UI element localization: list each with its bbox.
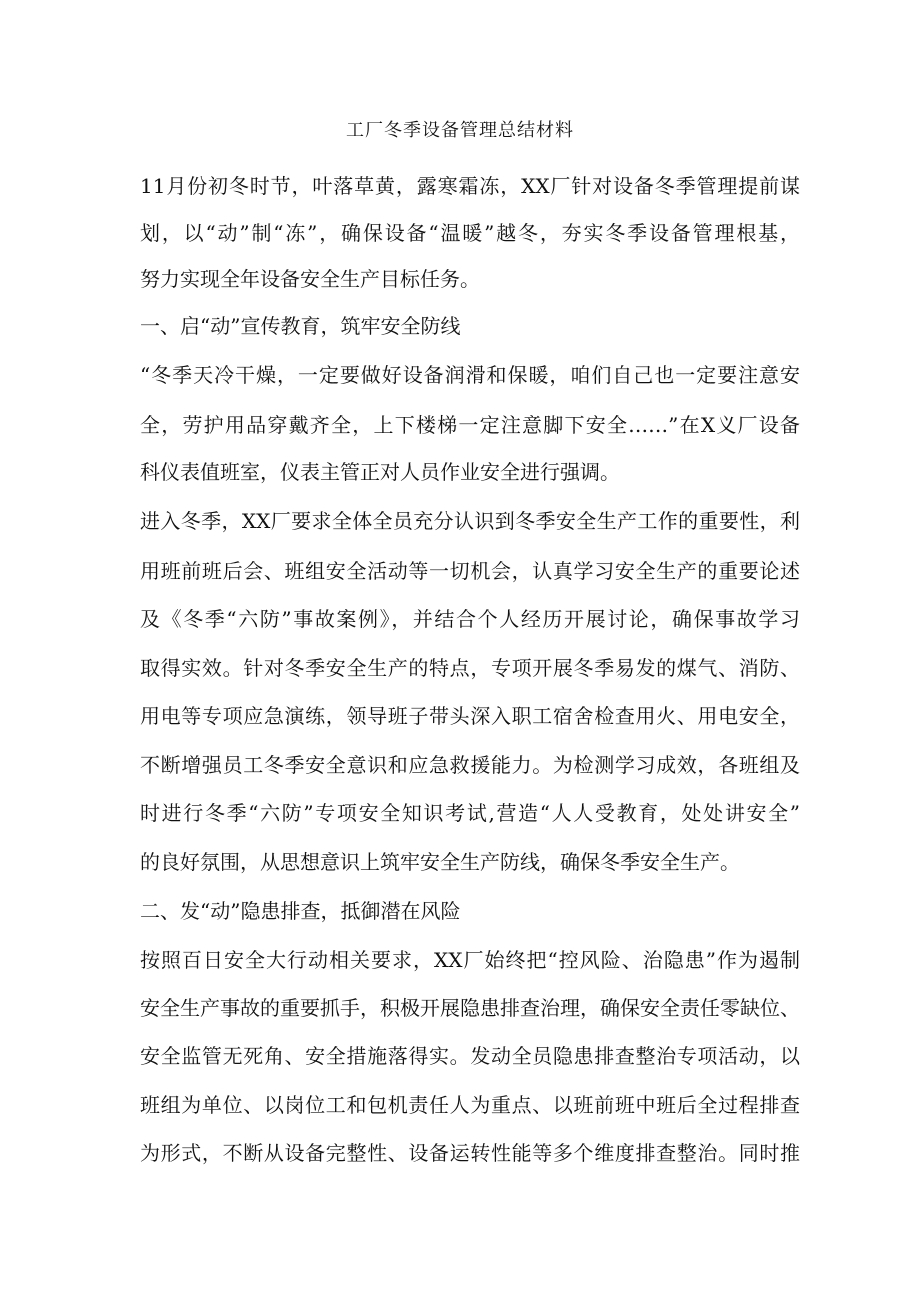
paragraph-line: 按照百日安全大行动相关要求，XX厂始终把“控风险、治隐患”作为遏制: [140, 948, 800, 972]
paragraph-line: 时进行冬季“六防”专项安全知识考试,营造“人人受教育，处处讲安全”: [140, 801, 800, 825]
paragraph-line: 安全监管无死角、安全措施落得实。发动全员隐患排查整治专项活动，以: [140, 1044, 800, 1068]
paragraph-line: 用班前班后会、班组安全活动等一切机会，认真学习安全生产的重要论述: [140, 559, 800, 583]
paragraph-line: “冬季天冷干燥，一定要做好设备润滑和保暖，咱们自己也一定要注意安: [140, 363, 800, 387]
paragraph-line: 用电等专项应急演练，领导班子带头深入职工宿舍检查用火、用电安全，: [140, 704, 800, 728]
paragraph-line: 及《冬季“六防”事故案例》，并结合个人经历开展讨论，确保事故学习: [140, 607, 800, 631]
paragraph-line: 努力实现全年设备安全生产目标任务。: [140, 267, 480, 291]
paragraph-line: 进入冬季，XX厂要求全体全员充分认识到冬季安全生产工作的重要性，利: [140, 509, 800, 533]
document-title: 工厂冬季设备管理总结材料: [346, 120, 574, 141]
paragraph-line: 划，以“动”制“冻”，确保设备“温暖”越冬，夯实冬季设备管理根基，: [140, 221, 800, 245]
paragraph-line: 的良好氛围，从思想意识上筑牢安全生产防线，确保冬季安全生产。: [140, 850, 740, 874]
paragraph-line: 取得实效。针对冬季安全生产的特点，专项开展冬季易发的煤气、消防、: [140, 656, 800, 680]
section-heading: 二、发“动”隐患排查，抵御潜在风险: [140, 899, 461, 923]
paragraph-line: 不断增强员工冬季安全意识和应急救援能力。为检测学习成效，各班组及: [140, 753, 800, 777]
paragraph-line: 为形式，不断从设备完整性、设备运转性能等多个维度排查整治。同时推: [140, 1141, 800, 1165]
section-heading: 一、启“动”宣传教育，筑牢安全防线: [140, 314, 461, 338]
paragraph-line: 安全生产事故的重要抓手，积极开展隐患排查治理，确保安全责任零缺位、: [140, 996, 800, 1020]
paragraph-line: 科仪表值班室，仪表主管正对人员作业安全进行强调。: [140, 460, 620, 484]
paragraph-line: 班组为单位、以岗位工和包机责任人为重点、以班前班中班后全过程排查: [140, 1093, 800, 1117]
paragraph-line: 全，劳护用品穿戴齐全，上下楼梯一定注意脚下安全……”在X义厂设备: [140, 413, 800, 437]
paragraph-line: 11月份初冬时节，叶落草黄，露寒霜冻，XX厂针对设备冬季管理提前谋: [140, 174, 800, 198]
